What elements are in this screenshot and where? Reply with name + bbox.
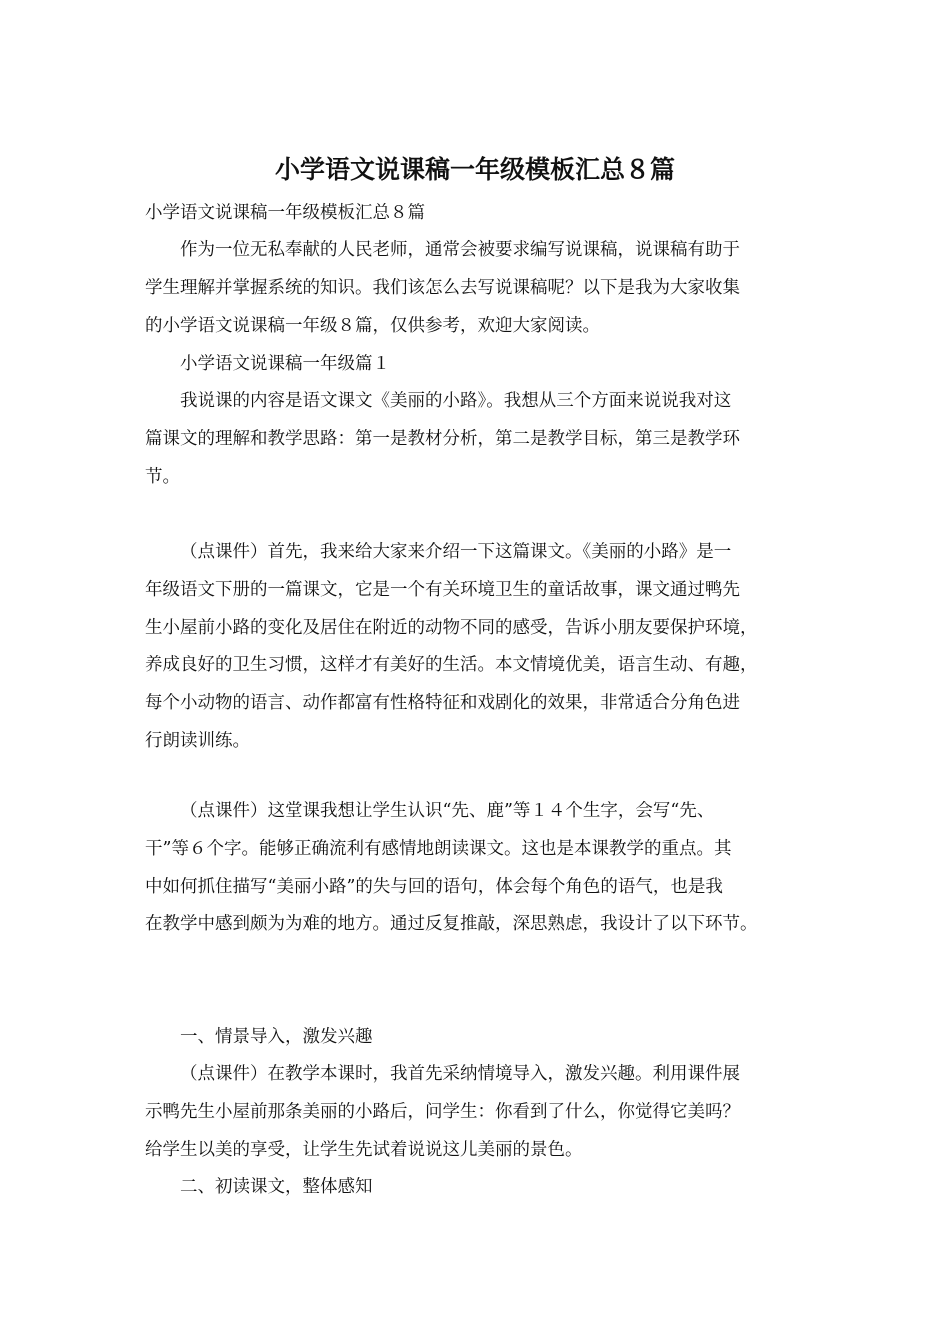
intro-line-3: 的小学语文说课稿一年级８篇，仅供参考，欢迎大家阅读。 bbox=[145, 316, 600, 336]
para2-line-4: 养成良好的卫生习惯，这样才有美好的生活。本文情境优美，语言生动、有趣， bbox=[145, 655, 758, 675]
para2-line-1: （点课件）首先，我来给大家来介绍一下这篇课文。《美丽的小路》是一 bbox=[180, 542, 732, 562]
para4-line-2: 示鸭先生小屋前那条美丽的小路后，问学生：你看到了什么，你觉得它美吗？ bbox=[145, 1102, 740, 1122]
para2-line-6: 行朗读训练。 bbox=[145, 731, 250, 751]
heading-1: 一、情景导入，激发兴趣 bbox=[180, 1027, 373, 1047]
intro-line-2: 学生理解并掌握系统的知识。我们该怎么去写说课稿呢？以下是我为大家收集 bbox=[145, 278, 740, 298]
para2-line-2: 年级语文下册的一篇课文，它是一个有关环境卫生的童话故事，课文通过鸭先 bbox=[145, 580, 740, 600]
document-subtitle: 小学语文说课稿一年级模板汇总８篇 bbox=[145, 203, 425, 223]
heading-2: 二、初读课文，整体感知 bbox=[180, 1177, 373, 1197]
para2-line-3: 生小屋前小路的变化及居住在附近的动物不同的感受，告诉小朋友要保护环境， bbox=[145, 618, 758, 638]
document-title: 小学语文说课稿一年级模板汇总８篇 bbox=[274, 155, 675, 184]
para3-line-2: 干”等６个字。能够正确流利有感情地朗读课文。这也是本课教学的重点。其 bbox=[145, 839, 732, 859]
intro-line-1: 作为一位无私奉献的人民老师，通常会被要求编写说课稿，说课稿有助于 bbox=[180, 240, 740, 260]
para1-line-3: 节。 bbox=[145, 467, 180, 487]
para1-line-1: 我说课的内容是语文课文《美丽的小路》。我想从三个方面来说说我对这 bbox=[180, 391, 732, 411]
para4-line-1: （点课件）在教学本课时，我首先采纳情境导入，激发兴趣。利用课件展 bbox=[180, 1064, 740, 1084]
para3-line-1: （点课件）这堂课我想让学生认识“先、鹿”等１４个生字，会写“先、 bbox=[180, 801, 715, 821]
para4-line-3: 给学生以美的享受，让学生先试着说说这儿美丽的景色。 bbox=[145, 1140, 583, 1160]
para2-line-5: 每个小动物的语言、动作都富有性格特征和戏剧化的效果，非常适合分角色进 bbox=[145, 693, 740, 713]
para3-line-4: 在教学中感到颇为为难的地方。通过反复推敲，深思熟虑，我设计了以下环节。 bbox=[145, 914, 758, 934]
para1-line-2: 篇课文的理解和教学思路：第一是教材分析，第二是教学目标，第三是教学环 bbox=[145, 429, 740, 449]
para3-line-3: 中如何抓住描写“美丽小路”的失与回的语句，体会每个角色的语气，也是我 bbox=[145, 877, 723, 897]
section-heading: 小学语文说课稿一年级篇１ bbox=[180, 354, 390, 374]
